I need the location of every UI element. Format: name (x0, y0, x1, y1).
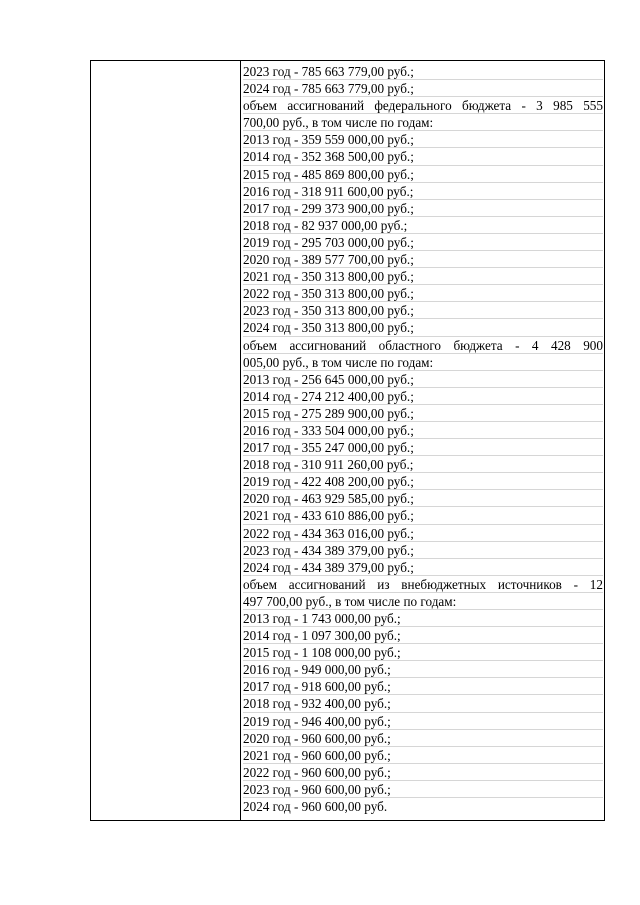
text-line: 2023 год - 434 389 379,00 руб.; (243, 542, 603, 559)
text-line: 2016 год - 949 000,00 руб.; (243, 661, 603, 678)
text-line: 2021 год - 350 313 800,00 руб.; (243, 268, 603, 285)
text-line: 2019 год - 946 400,00 руб.; (243, 713, 603, 730)
text-line: 2017 год - 355 247 000,00 руб.; (243, 439, 603, 456)
text-line: 2022 год - 434 363 016,00 руб.; (243, 525, 603, 542)
text-line: 2015 год - 1 108 000,00 руб.; (243, 644, 603, 661)
text-line: 497 700,00 руб., в том числе по годам: (243, 593, 603, 610)
text-line: 005,00 руб., в том числе по годам: (243, 354, 603, 371)
text-line: 2023 год - 785 663 779,00 руб.; (243, 63, 603, 80)
text-line: 2013 год - 359 559 000,00 руб.; (243, 131, 603, 148)
table-right-cell (241, 61, 604, 820)
text-line: 2014 год - 1 097 300,00 руб.; (243, 627, 603, 644)
text-line: 2020 год - 389 577 700,00 руб.; (243, 251, 603, 268)
text-line: 2019 год - 422 408 200,00 руб.; (243, 473, 603, 490)
text-line: 2024 год - 350 313 800,00 руб.; (243, 319, 603, 336)
text-line: 2018 год - 310 911 260,00 руб.; (243, 456, 603, 473)
text-line: 2024 год - 434 389 379,00 руб.; (243, 559, 603, 576)
text-line: 2015 год - 485 869 800,00 руб.; (243, 166, 603, 183)
text-line: объем ассигнований из внебюджетных источников - 12 (243, 576, 603, 592)
text-line: объем ассигнований федерального бюджета - 3 985 555 (243, 98, 603, 114)
text-line: 2017 год - 918 600,00 руб.; (243, 678, 603, 695)
text-line: 2020 год - 463 929 585,00 руб.; (243, 490, 603, 507)
text-line: 2018 год - 82 937 000,00 руб.; (243, 217, 603, 234)
text-line: 2015 год - 275 289 900,00 руб.; (243, 405, 603, 422)
text-line: 2019 год - 295 703 000,00 руб.; (243, 234, 603, 251)
text-line: 2023 год - 960 600,00 руб.; (243, 781, 603, 798)
text-line: 2014 год - 274 212 400,00 руб.; (243, 388, 603, 405)
text-line: 2018 год - 932 400,00 руб.; (243, 695, 603, 712)
text-line: 700,00 руб., в том числе по годам: (243, 114, 603, 131)
text-line: 2020 год - 960 600,00 руб.; (243, 730, 603, 747)
text-line: 2017 год - 299 373 900,00 руб.; (243, 200, 603, 217)
text-line: 2022 год - 350 313 800,00 руб.; (243, 285, 603, 302)
text-line: 2016 год - 333 504 000,00 руб.; (243, 422, 603, 439)
text-line: 2023 год - 350 313 800,00 руб.; (243, 302, 603, 319)
budget-table (90, 60, 605, 821)
text-line: 2024 год - 960 600,00 руб. (243, 799, 388, 815)
text-line: 2021 год - 960 600,00 руб.; (243, 747, 603, 764)
text-line: 2013 год - 1 743 000,00 руб.; (243, 610, 603, 627)
table-left-cell (91, 61, 241, 820)
text-line: 2013 год - 256 645 000,00 руб.; (243, 371, 603, 388)
text-line: 2014 год - 352 368 500,00 руб.; (243, 148, 603, 165)
text-line: 2021 год - 433 610 886,00 руб.; (243, 507, 603, 524)
text-line: 2024 год - 785 663 779,00 руб.; (243, 80, 603, 97)
text-line: 2022 год - 960 600,00 руб.; (243, 764, 603, 781)
text-line: объем ассигнований областного бюджета - 4 428 900 (243, 337, 603, 353)
text-line: 2016 год - 318 911 600,00 руб.; (243, 183, 603, 200)
